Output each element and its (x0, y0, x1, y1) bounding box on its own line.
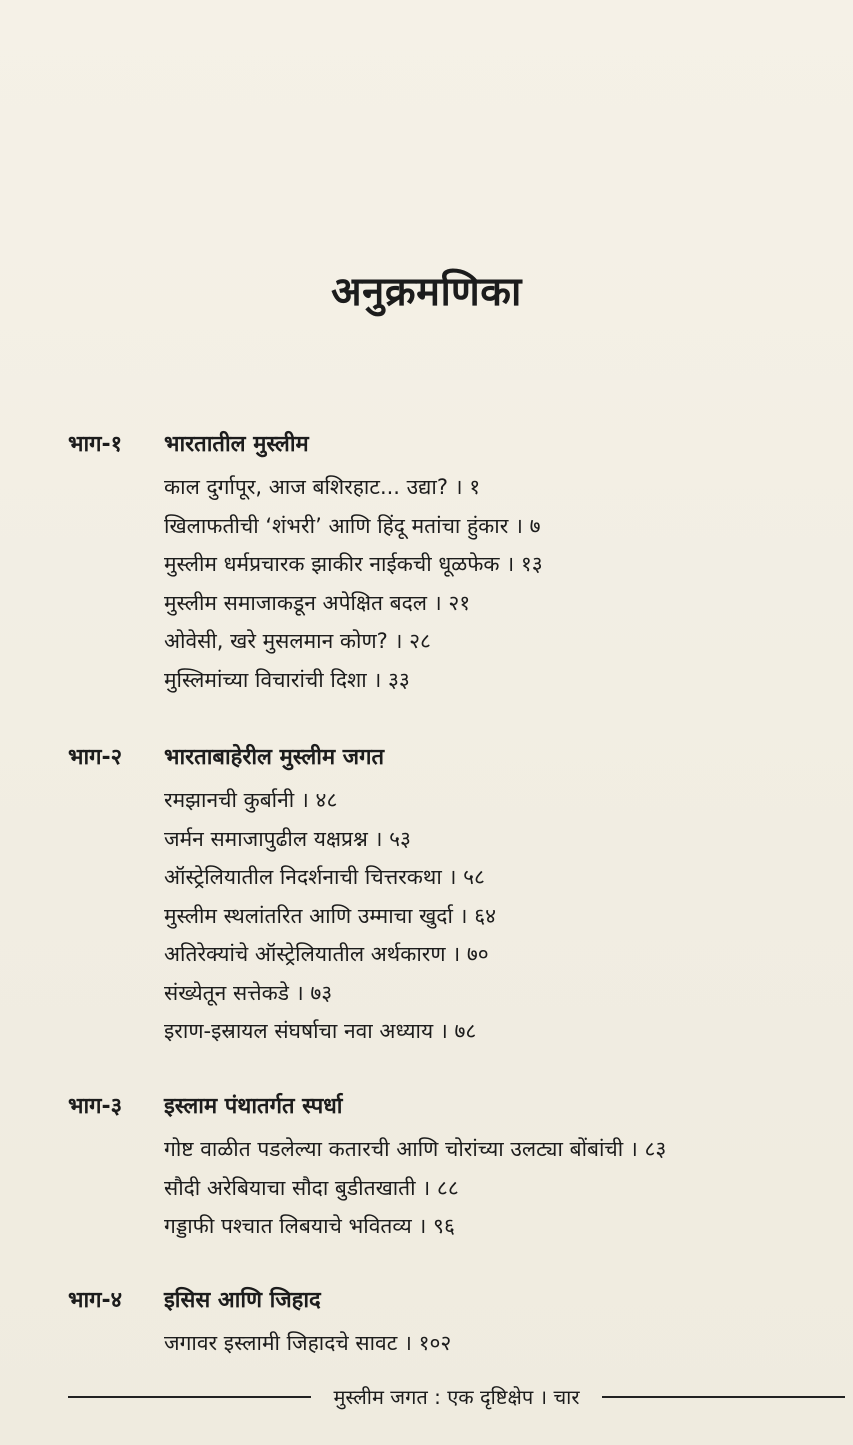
part-heading (68, 741, 496, 781)
toc-entry: संख्येतून सत्तेकडे । ७३ (164, 980, 333, 1005)
part-3 (68, 1090, 666, 1246)
toc-entry: काल दुर्गापूर, आज बशिरहाट... उद्या? । १ (164, 475, 481, 499)
toc-entry: इराण-इस्रायल संघर्षाचा नवा अध्याय । ७८ (164, 1019, 477, 1043)
part-title: इस्लाम पंथातर्गत स्पर्धा (164, 1094, 343, 1119)
toc-entry: मुस्लीम धर्मप्रचारक झाकीर नाईकची धूळफेक । १३ (164, 552, 543, 576)
part-heading (68, 428, 543, 468)
toc-entry: जगावर इस्लामी जिहादचे सावट । १०२ (164, 1331, 452, 1355)
toc-entry: सौदी अरेबियाचा सौदा बुडीतखाती । ८८ (164, 1175, 459, 1200)
toc-entry: मुस्लीम समाजाकडून अपेक्षित बदल । २१ (164, 590, 471, 615)
toc-entry: अतिरेक्यांचे ऑस्ट्रेलियातील अर्थकारण । ७० (164, 942, 489, 966)
part-1 (68, 428, 543, 699)
toc-entry: ऑस्ट्रेलियातील निदर्शनाची चित्तरकथा । ५८ (164, 865, 485, 889)
part-heading (68, 1090, 666, 1130)
toc-entry: गड्डाफी पश्चात लिबयाचे भवितव्य । ९६ (164, 1214, 455, 1238)
toc-entry: गोष्ट वाळीत पडलेल्या कतारची आणि चोरांच्या उलट्या बोंबांची । ८३ (164, 1137, 667, 1161)
toc-entry: जर्मन समाजापुढील यक्षप्रश्न । ५३ (164, 826, 411, 851)
part-title: भारताबाहेरील मुस्लीम जगत (164, 745, 385, 770)
part-number: भाग-१ (68, 432, 123, 457)
part-title: इसिस आणि जिहाद (164, 1288, 321, 1313)
toc-entry: ओवेसी, खरे मुसलमान कोण? । २८ (164, 629, 431, 653)
part-number: भाग-३ (68, 1094, 123, 1119)
part-number: भाग-२ (68, 745, 123, 770)
part-number: भाग-४ (68, 1288, 123, 1313)
footer-rule-left (68, 1396, 311, 1398)
footer-rule-right (602, 1396, 845, 1398)
toc-entry: खिलाफतीची ‘शंभरी’ आणि हिंदू मतांचा हुंकार । ७ (164, 513, 541, 538)
toc-entry: मुस्लिमांच्या विचारांची दिशा । ३३ (164, 667, 410, 692)
page-title: अनुक्रमणिका (331, 269, 522, 315)
part-4 (68, 1284, 451, 1363)
part-2 (68, 741, 496, 1051)
footer-text: मुस्लीम जगत : एक दृष्टिक्षेप । चार (333, 1385, 580, 1409)
part-heading (68, 1284, 451, 1324)
part-title: भारतातील मुस्लीम (164, 432, 309, 457)
toc-entry: मुस्लीम स्थलांतरित आणि उम्माचा खुर्दा । ६४ (164, 903, 497, 928)
toc-entry: रमझानची कुर्बानी । ४८ (164, 788, 338, 812)
page-footer (68, 1383, 845, 1410)
